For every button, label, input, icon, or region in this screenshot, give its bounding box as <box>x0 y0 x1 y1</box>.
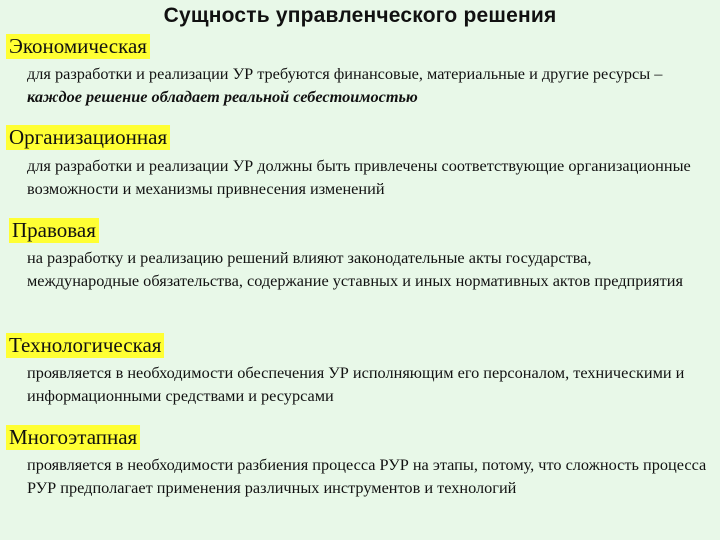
heading-technological: Технологическая <box>6 333 164 358</box>
slide-title <box>0 3 720 29</box>
heading-economic: Экономическая <box>6 34 150 59</box>
description-organizational: для разработки и реализации УР должны быть привлечены соответствующие организационные возможности и механизмы привнесения изменений <box>27 156 691 198</box>
description-economic-emphasis: каждое решение обладает реальной себестоимостью <box>27 87 418 106</box>
description-technological: проявляется в необходимости обеспечения УР исполняющим его персоналом, техническими и информационными средствами и ресурсами <box>27 363 685 405</box>
description-multistage: проявляется в необходимости разбиения процесса РУР на этапы, потому, что сложность процесса РУР предполагает применения различных инструментов и технологий <box>27 455 707 497</box>
heading-multistage: Многоэтапная <box>6 425 140 450</box>
heading-organizational: Организационная <box>6 125 170 150</box>
heading-legal: Правовая <box>9 218 99 243</box>
description-legal: на разработку и реализацию решений влияют законодательные акты государства, международные обязательства, содержание уставных и иных нормативных актов предприятия <box>27 248 683 290</box>
slide-title-text: Сущность управленческого решения <box>163 4 557 27</box>
description-economic <box>27 62 707 108</box>
description-economic-text: для разработки и реализации УР требуются финансовые, материальные и другие ресурсы – <box>27 64 663 83</box>
